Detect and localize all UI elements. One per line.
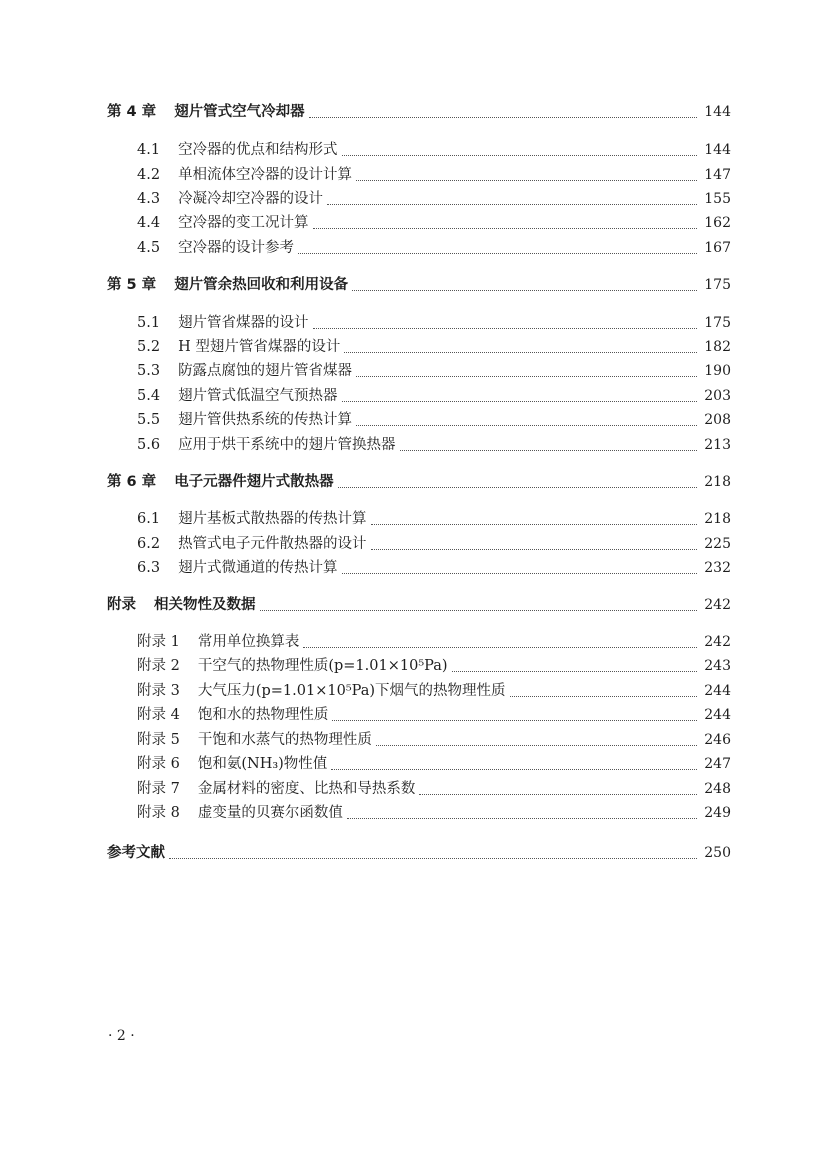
chapter-title: 翅片管式空气冷却器 [174, 104, 305, 120]
section-title: 空冷器的优点和结构形式 [178, 142, 338, 158]
section-title: 翅片管供热系统的传热计算 [178, 412, 353, 428]
dot-leader [400, 450, 697, 451]
dot-leader [356, 425, 697, 426]
toc-section-6-1[interactable] [137, 509, 731, 529]
page-number: 147 [704, 167, 731, 183]
page-number: 243 [704, 658, 731, 674]
dot-leader [342, 155, 697, 156]
dot-leader [419, 794, 697, 795]
section-number: 5.2 [137, 339, 161, 355]
section-number: 5.1 [137, 315, 161, 331]
appendix-label: 附录 [107, 597, 136, 613]
section-number: 5.4 [137, 388, 161, 404]
dot-leader [313, 328, 697, 329]
appendix-number: 附录 2 [137, 658, 180, 674]
toc-chapter-5[interactable] [107, 275, 731, 295]
appendix-item-title: 大气压力(p=1.01×10⁵Pa)下烟气的热物理性质 [197, 683, 506, 699]
page-number: 208 [704, 412, 731, 428]
section-title: 单相流体空冷器的设计计算 [178, 167, 353, 183]
dot-leader [313, 228, 697, 229]
page-number: 244 [704, 707, 731, 723]
toc-chapter-6[interactable] [107, 472, 731, 492]
dot-leader [298, 253, 697, 254]
toc-chapter-4[interactable] [107, 102, 731, 122]
dot-leader [352, 290, 697, 291]
toc-section-4-5[interactable] [137, 238, 731, 258]
section-title: H 型翅片管省煤器的设计 [178, 339, 341, 355]
appendix-number: 附录 8 [137, 805, 180, 821]
toc-section-5-3[interactable] [137, 361, 731, 381]
page-number: 213 [704, 437, 731, 453]
dot-leader [371, 524, 697, 525]
dot-leader [376, 745, 697, 746]
references-title: 参考文献 [107, 845, 165, 861]
section-title: 空冷器的变工况计算 [178, 215, 309, 231]
toc-section-6-2[interactable] [137, 534, 731, 554]
chapter-number: 第 4 章 [107, 104, 157, 120]
appendix-number: 附录 1 [137, 634, 180, 650]
appendix-item-title: 常用单位换算表 [197, 634, 300, 650]
page-number: 203 [704, 388, 731, 404]
dot-leader [332, 720, 697, 721]
page-number: 175 [704, 315, 731, 331]
appendix-item-title: 饱和水的热物理性质 [197, 707, 329, 723]
dot-leader [303, 647, 697, 648]
dot-leader [452, 671, 697, 672]
chapter-number: 第 5 章 [107, 277, 157, 293]
page-number: 155 [704, 191, 731, 207]
section-number: 5.5 [137, 412, 161, 428]
page-number: 144 [704, 142, 731, 158]
dot-leader [342, 573, 697, 574]
dot-leader [169, 858, 697, 859]
appendix-number: 附录 7 [137, 781, 180, 797]
appendix-item-title: 饱和氨(NH₃)物性值 [197, 756, 328, 772]
chapter-title: 翅片管余热回收和利用设备 [174, 277, 349, 293]
dot-leader [338, 487, 697, 488]
section-number: 5.6 [137, 437, 161, 453]
section-title: 翅片管省煤器的设计 [178, 315, 309, 331]
toc-appendix-6[interactable] [137, 754, 731, 774]
toc-appendix[interactable] [107, 595, 731, 615]
page-number: 244 [704, 683, 731, 699]
toc-section-5-2[interactable] [137, 337, 731, 357]
toc-section-4-4[interactable] [137, 213, 731, 233]
section-number: 6.1 [137, 511, 161, 527]
appendix-item-title: 干空气的热物理性质(p=1.01×10⁵Pa) [197, 658, 448, 674]
section-number: 4.3 [137, 191, 161, 207]
page-number: 167 [704, 240, 731, 256]
section-title: 空冷器的设计参考 [178, 240, 295, 256]
page-number: 242 [704, 597, 731, 613]
appendix-number: 附录 6 [137, 756, 180, 772]
section-title: 应用于烘干系统中的翅片管换热器 [178, 437, 396, 453]
toc-references[interactable] [107, 843, 731, 863]
page-number: 162 [704, 215, 731, 231]
page-number: 218 [704, 511, 731, 527]
section-title: 防露点腐蚀的翅片管省煤器 [178, 363, 353, 379]
section-number: 4.1 [137, 142, 161, 158]
dot-leader [356, 180, 697, 181]
section-number: 4.2 [137, 167, 161, 183]
page-number: 248 [704, 781, 731, 797]
section-title: 翅片基板式散热器的传热计算 [178, 511, 367, 527]
section-title: 热管式电子元件散热器的设计 [178, 536, 367, 552]
toc-appendix-1[interactable] [137, 632, 731, 652]
dot-leader [371, 549, 697, 550]
toc-appendix-4[interactable] [137, 705, 731, 725]
appendix-item-title: 虚变量的贝赛尔函数值 [197, 805, 343, 821]
toc-section-6-3[interactable] [137, 558, 731, 578]
page-number: 249 [704, 805, 731, 821]
page-number: 190 [704, 363, 731, 379]
dot-leader [260, 610, 698, 611]
toc-appendix-8[interactable] [137, 803, 731, 823]
appendix-title: 相关物性及数据 [154, 597, 256, 613]
page-number: 144 [704, 104, 731, 120]
appendix-number: 附录 4 [137, 707, 180, 723]
appendix-item-title: 金属材料的密度、比热和导热系数 [197, 781, 416, 797]
toc-appendix-2[interactable] [137, 656, 731, 676]
section-number: 6.2 [137, 536, 161, 552]
dot-leader [327, 204, 697, 205]
toc-appendix-5[interactable] [137, 730, 731, 750]
section-title: 翅片管式低温空气预热器 [178, 388, 338, 404]
page-number: 225 [704, 536, 731, 552]
section-number: 6.3 [137, 560, 161, 576]
page-number: 175 [704, 277, 731, 293]
toc-section-4-1[interactable] [137, 140, 731, 160]
toc-section-5-1[interactable] [137, 313, 731, 333]
toc-section-5-4[interactable] [137, 386, 731, 406]
section-number: 4.5 [137, 240, 161, 256]
page-folio: · 2 · [108, 1028, 135, 1044]
toc-section-5-6[interactable] [137, 435, 731, 455]
dot-leader [510, 696, 697, 697]
appendix-number: 附录 5 [137, 732, 180, 748]
chapter-title: 电子元器件翅片式散热器 [174, 474, 334, 490]
dot-leader [331, 769, 697, 770]
toc-appendix-7[interactable] [137, 779, 731, 799]
section-number: 4.4 [137, 215, 161, 231]
toc-section-4-2[interactable] [137, 165, 731, 185]
appendix-item-title: 干饱和水蒸气的热物理性质 [197, 732, 372, 748]
section-number: 5.3 [137, 363, 161, 379]
dot-leader [309, 117, 697, 118]
page-number: 250 [704, 845, 731, 861]
page-number: 232 [704, 560, 731, 576]
page-number: 242 [704, 634, 731, 650]
chapter-number: 第 6 章 [107, 474, 157, 490]
section-title: 翅片式微通道的传热计算 [178, 560, 338, 576]
toc-appendix-3[interactable] [137, 681, 731, 701]
appendix-number: 附录 3 [137, 683, 180, 699]
toc-section-4-3[interactable] [137, 189, 731, 209]
page-number: 218 [704, 474, 731, 490]
dot-leader [344, 352, 697, 353]
page-number: 247 [704, 756, 731, 772]
dot-leader [347, 818, 697, 819]
dot-leader [342, 401, 697, 402]
page-number: 246 [704, 732, 731, 748]
section-title: 冷凝冷却空冷器的设计 [178, 191, 324, 207]
page-number: 182 [704, 339, 731, 355]
dot-leader [356, 376, 697, 377]
toc-section-5-5[interactable] [137, 410, 731, 430]
